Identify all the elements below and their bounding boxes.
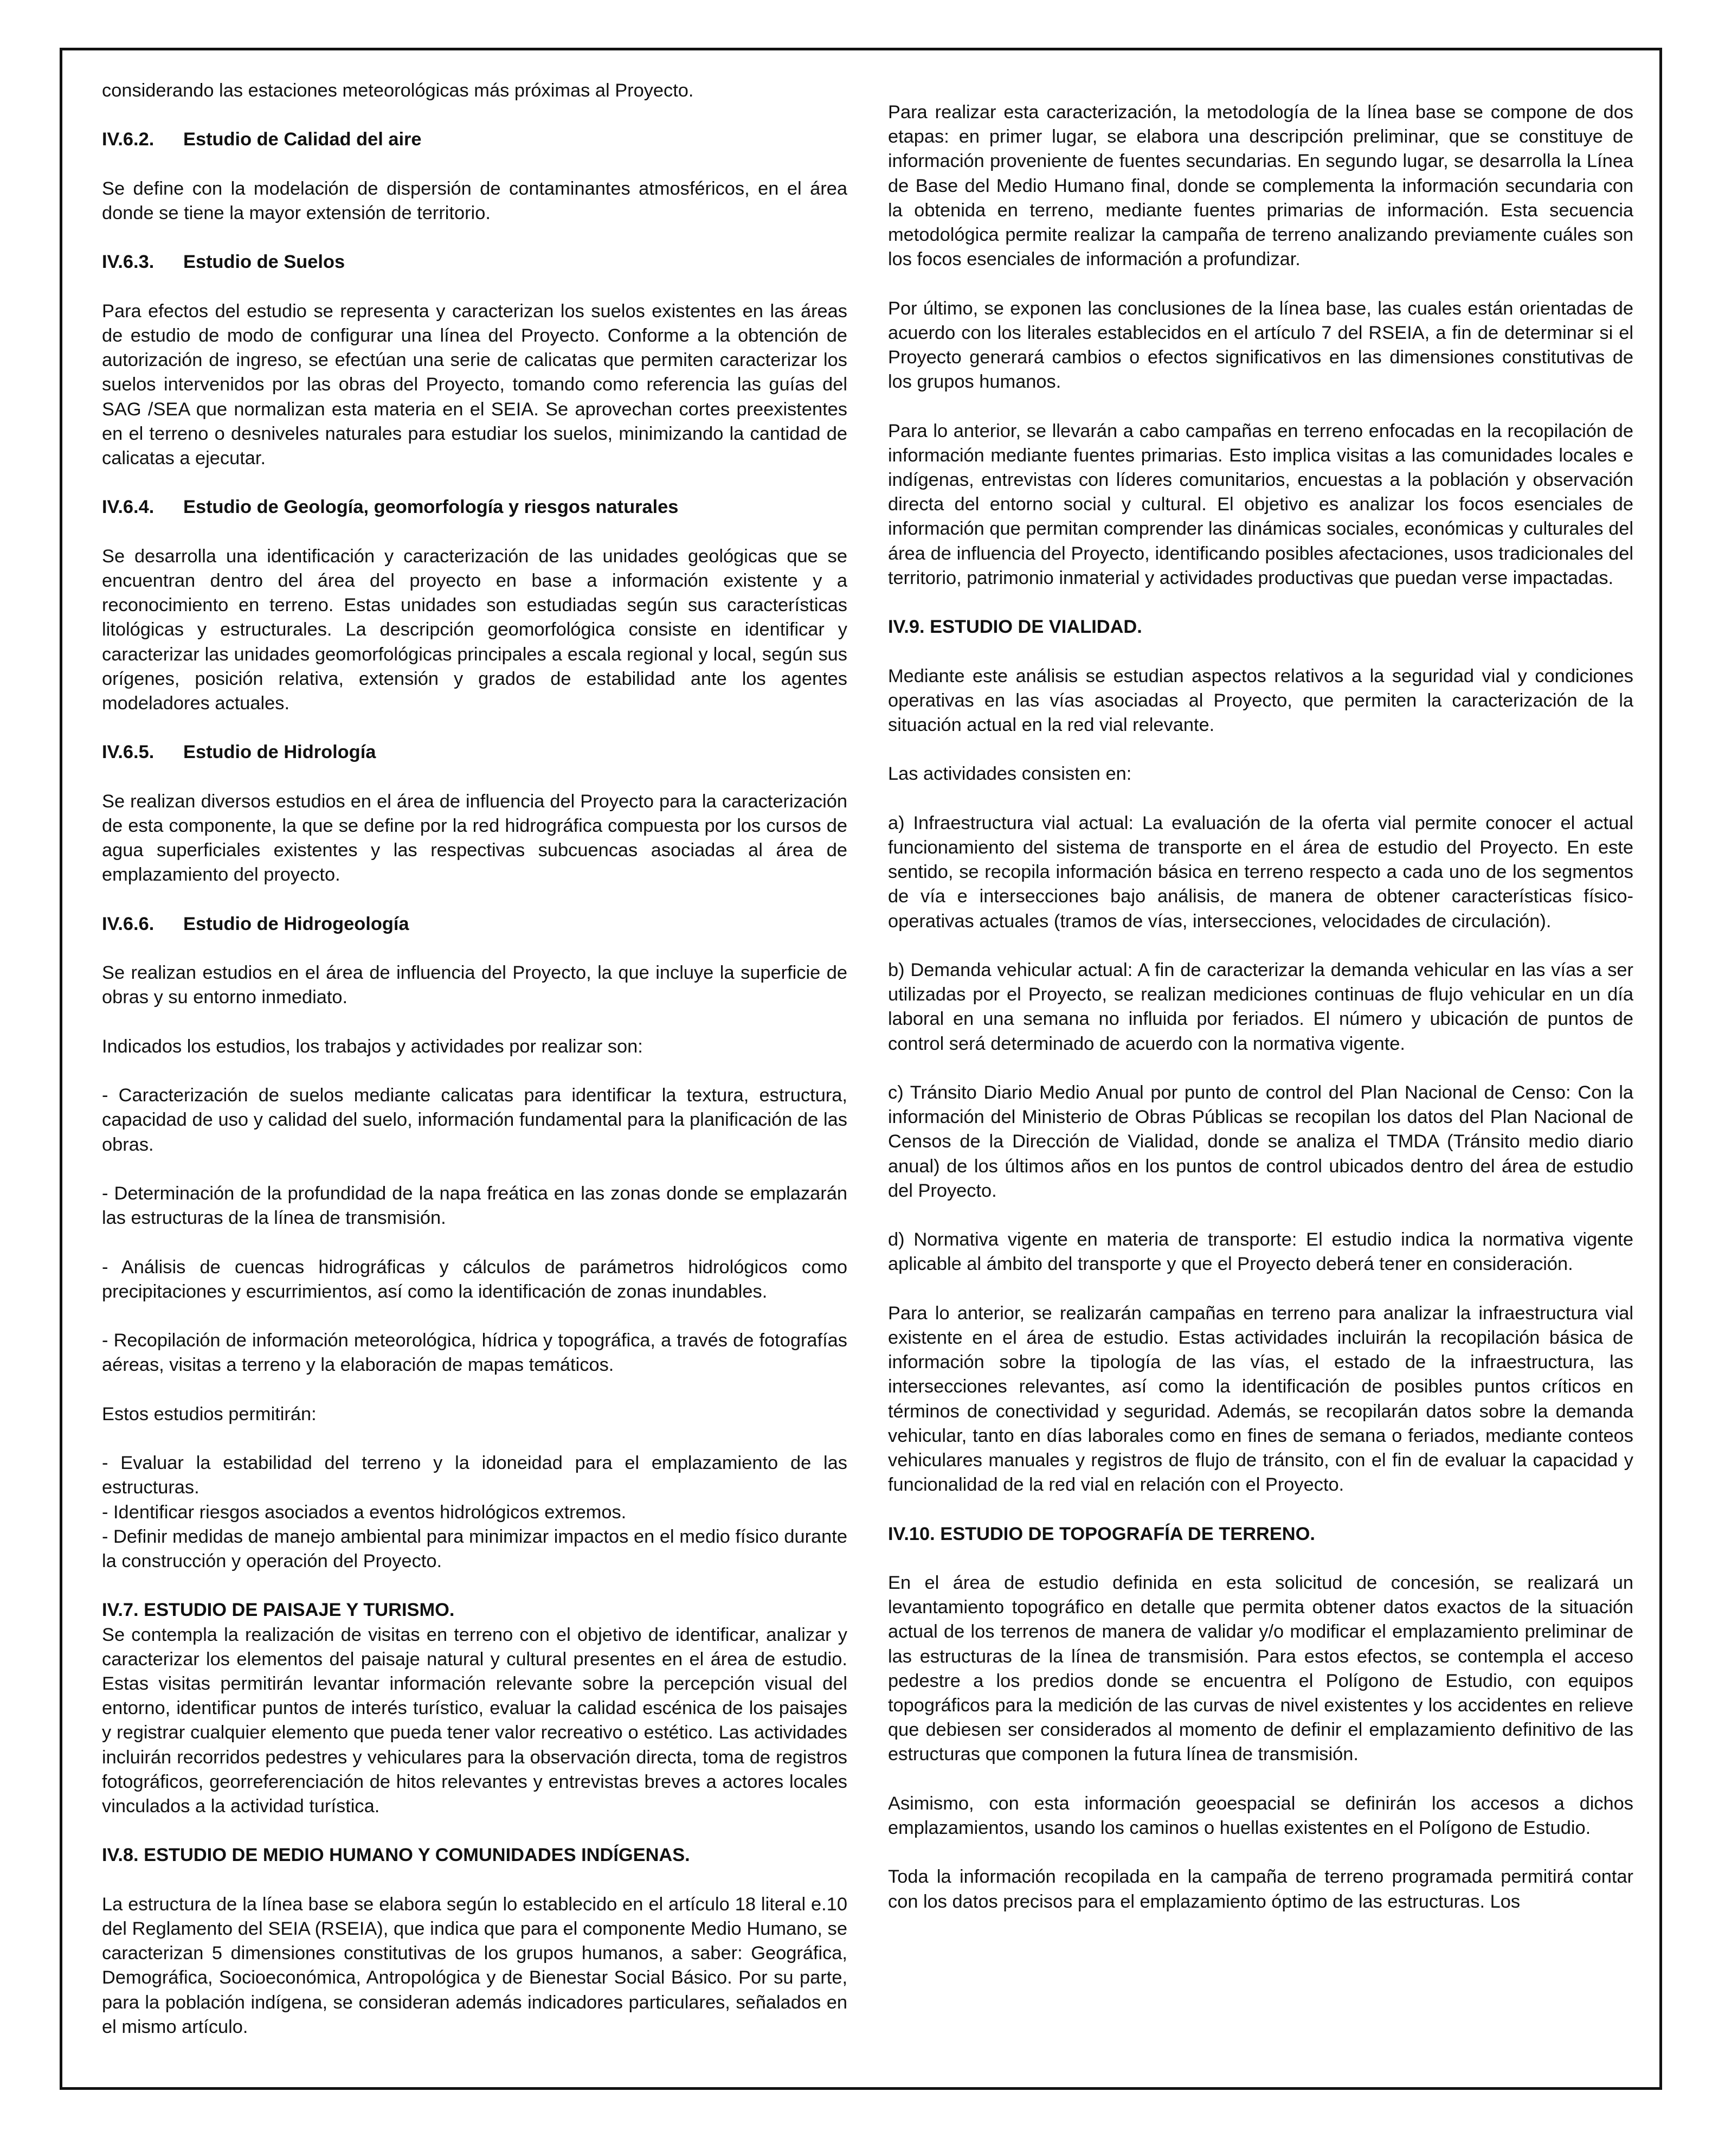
section-number: IV.6.2.: [102, 129, 155, 150]
section-heading-6-5: [102, 740, 847, 765]
paragraph: En el área de estudio definida en esta solicitud de concesión, se realizará un levantamiento topográfico en detalle que permita obtener datos exactos de la situación actual de los terrenos de manera de validar y/o modificar el emplazamiento preliminar de las estructuras de la línea de transmisión. Para estos efectos, se contempla el acceso pedestre a los predios donde se encuentra el Polígono de Estudio, con equipos topográficos para la medición de las curvas de nivel existentes y los accidentes en relieve que debiesen ser considerados al momento de definir el emplazamiento definitivo de las estructuras que componen la futura línea de transmisión.: [888, 1573, 1633, 1765]
paragraph: Toda la información recopilada en la campaña de terreno programada permitirá contar con los datos precisos para el emplazamiento óptimo de las estructuras. Los: [888, 1866, 1633, 1912]
paragraph: Asimismo, con esta información geoespacial se definirán los accesos a dichos emplazamientos, usando los caminos o huellas existentes en el Polígono de Estudio.: [888, 1793, 1633, 1839]
section-heading-6-3: [102, 250, 847, 274]
paragraph: Se realizan estudios en el área de influencia del Proyecto, la que incluye la superficie de obras y su entorno inmediato.: [102, 963, 847, 1008]
paragraph: Para lo anterior, se realizarán campañas en terreno para analizar la infraestructura vial existente en el área de estudio. Estas actividades incluirán la recopilación básica de información sobre la tipología de las vías, el estado de la infraestructura, las intersecciones relevantes, así como la identificación de posibles puntos críticos en términos de conectividad y seguridad. Además, se recopilarán datos sobre la demanda vehicular, tanto en días laborales como en fines de semana o feriados, mediante conteos vehiculares manuales y registros de flujo de tránsito, con el fin de evaluar la capacidad y funcionalidad de la red vial en relación con el Proyecto.: [888, 1302, 1633, 1496]
paragraph: Para lo anterior, se llevarán a cabo campañas en terreno enfocadas en la recopilación de información mediante fuentes primarias. Esto implica visitas a las comunidades locales e indígenas, entrevistas con líderes comunitarios, encuestas a la población y observación directa del entorno social y cultural. El objetivo es analizar los focos esenciales de información que permitan comprender las dinámicas sociales, económicas y culturales del área de influencia del Proyecto, identificando posibles afectaciones, usos tradicionales del territorio, patrimonio inmaterial y actividades productivas que puedan verse impactadas.: [888, 420, 1633, 588]
left-column: [102, 79, 847, 2064]
paragraph: Indicados los estudios, los trabajos y actividades por realizar son:: [102, 1036, 643, 1057]
list-item: d) Normativa vigente en materia de transporte: El estudio indica la normativa vigente aplicable al ámbito del transporte y que el Proyecto deberá tener en consideración.: [888, 1229, 1633, 1275]
list-item: - Recopilación de información meteorológica, hídrica y topográfica, a través de fotografías aéreas, visitas a terreno y la elaboración de mapas temáticos.: [102, 1330, 847, 1376]
section-number: IV.6.5.: [102, 742, 155, 763]
paragraph: Se desarrolla una identificación y caracterización de las unidades geológicas que se encuentran dentro del área del proyecto en base a información existente y a reconocimiento en terreno. Estas unidades son estudiadas según sus características litológicas y estructurales. La descripción geomorfológica consiste en identificar y caracterizar las unidades geomorfológicas principales a escala regional y local, según sus orígenes, posición relativa, extensión y grados de estabilidad ante los agentes modeladores actuales.: [102, 546, 847, 714]
section-title: Estudio de Suelos: [183, 252, 345, 273]
paragraph: Para realizar esta caracterización, la metodología de la línea base se compone de dos etapas: en primer lugar, se elabora una descripción preliminar, que se constituye de información proveniente de fuentes secundarias. En segundo lugar, se desarrolla la Línea de Base del Medio Humano final, donde se complementa la información secundaria con la obtenida en terreno, mediante fuentes primarias de información. Esta secuencia metodológica permite realizar la campaña de terreno analizando previamente cuáles son los focos esenciales de información a profundizar.: [888, 102, 1633, 270]
section-heading-8: IV.8. ESTUDIO DE MEDIO HUMANO Y COMUNIDADES INDÍGENAS.: [102, 1845, 690, 1866]
section-title: Estudio de Geología, geomorfología y riesgos naturales: [183, 497, 679, 518]
section-number: IV.6.4.: [102, 497, 155, 518]
paragraph: Mediante este análisis se estudian aspectos relativos a la seguridad vial y condiciones operativas en las vías asociadas al Proyecto, que permiten la caracterización de la situación actual en la red vial relevante.: [888, 665, 1633, 736]
section-number: IV.6.3.: [102, 252, 155, 273]
list-item: c) Tránsito Diario Medio Anual por punto de control del Plan Nacional de Censo: Con la información del Ministerio de Obras Públicas se recopilan los datos del Plan Nacional de Censos de la Dirección de Vialidad, donde se analiza el TMDA (Tránsito medio diario anual) de los últimos años en los puntos de control ubicados dentro del área de estudio del Proyecto.: [888, 1082, 1633, 1201]
paragraph: Para efectos del estudio se representa y caracterizan los suelos existentes en las áreas de estudio de modo de configurar una línea del Proyecto. Conforme a la obtención de autorización de ingreso, se efectúan una serie de calicatas que permiten caracterizar los suelos intervenidos por las obras del Proyecto, tomando como referencia las guías del SAG /SEA que normalizan esta materia en el SEIA. Se aprovechan cortes preexistentes en el terreno o desniveles naturales para estudiar los suelos, minimizando la cantidad de calicatas a ejecutar.: [102, 300, 847, 469]
section-heading-6-6: [102, 912, 847, 936]
section-number: IV.6.6.: [102, 913, 155, 934]
section-heading-7: IV.7. ESTUDIO DE PAISAJE Y TURISMO.: [102, 1600, 455, 1621]
section-title: Estudio de Hidrología: [183, 742, 376, 763]
paragraph: Por último, se exponen las conclusiones de la línea base, las cuales están orientadas de acuerdo con los literales establecidos en el artículo 7 del RSEIA, a fin de determinar si el Proyecto generará cambios o efectos significativos en las dimensiones constitutivas de los grupos humanos.: [888, 298, 1633, 393]
paragraph: La estructura de la línea base se elabora según lo establecido en el artículo 18 literal e.10 del Reglamento del SEIA (RSEIA), que indica que para el componente Medio Humano, se caracterizan 5 dimensiones constitutivas de los grupos humanos, a saber: Geográfica, Demográfica, Socioeconómica, Antropológica y de Bienestar Social Básico. Por su parte, para la población indígena, se consideran además indicadores particulares, señalados en el mismo artículo.: [102, 1894, 847, 2037]
paragraph: Se contempla la realización de visitas en terreno con el objetivo de identificar, analizar y caracterizar los elementos del paisaje natural y cultural presentes en el área de estudio. Estas visitas permitirán levantar información relevante sobre la percepción visual del entorno, identificar puntos de interés turístico, evaluar la calidad escénica de los paisajes y registrar cualquier elemento que pueda tener valor recreativo o estético. Las actividades incluirán recorridos pedestres y vehiculares para la observación directa, toma de registros fotográficos, georreferenciación de hitos relevantes y entrevistas breves a actores locales vinculados a la actividad turística.: [102, 1624, 847, 1817]
list-item: - Caracterización de suelos mediante calicatas para identificar la textura, estructura, capacidad de uso y calidad del suelo, información fundamental para la planificación de las obras.: [102, 1085, 847, 1155]
section-heading-9: IV.9. ESTUDIO DE VIALIDAD.: [888, 617, 1142, 638]
paragraph: considerando las estaciones meteorológicas más próximas al Proyecto.: [102, 80, 694, 101]
right-column: [888, 100, 1633, 1939]
list-item: - Definir medidas de manejo ambiental para minimizar impactos en el medio físico durante la construcción y operación del Proyecto.: [102, 1526, 847, 1571]
list-item: - Determinación de la profundidad de la napa freática en las zonas donde se emplazarán las estructuras de la línea de transmisión.: [102, 1183, 847, 1229]
section-heading-6-2: [102, 127, 847, 152]
section-heading-10: IV.10. ESTUDIO DE TOPOGRAFÍA DE TERRENO.: [888, 1523, 1315, 1544]
section-heading-6-4: [102, 495, 847, 519]
paragraph: Se realizan diversos estudios en el área de influencia del Proyecto para la caracterización de esta componente, la que se define por la red hidrográfica compuesta por los cursos de agua superficiales existentes y las respectivas subcuencas asociadas al área de emplazamiento del proyecto.: [102, 791, 847, 886]
page-frame: [60, 48, 1662, 2090]
paragraph: Se define con la modelación de dispersión de contaminantes atmosféricos, en el área donde se tiene la mayor extensión de territorio.: [102, 178, 847, 223]
list-item: - Identificar riesgos asociados a eventos hidrológicos extremos.: [102, 1502, 627, 1523]
list-item: a) Infraestructura vial actual: La evaluación de la oferta vial permite conocer el actual funcionamiento del sistema de transporte en el área de estudio del Proyecto. En este sentido, se recopila información básica en terreno respecto a cada uno de los segmentos de vía e intersecciones bajo análisis, de manera de obtener características físico-operativas actuales (tramos de vías, intersecciones, velocidades de circulación).: [888, 812, 1633, 932]
list-item: - Evaluar la estabilidad del terreno y la idoneidad para el emplazamiento de las estructuras.: [102, 1453, 847, 1498]
list-item: - Análisis de cuencas hidrográficas y cálculos de parámetros hidrológicos como precipitaciones y escurrimientos, así como la identificación de zonas inundables.: [102, 1256, 847, 1302]
section-title: Estudio de Calidad del aire: [183, 129, 422, 150]
section-title: Estudio de Hidrogeología: [183, 913, 409, 934]
paragraph: Las actividades consisten en:: [888, 763, 1132, 785]
paragraph: Estos estudios permitirán:: [102, 1403, 317, 1425]
list-item: b) Demanda vehicular actual: A fin de caracterizar la demanda vehicular en las vías a ser utilizadas por el Proyecto, se realizan mediciones continuas de flujo vehicular en un día laboral en una semana no influida por feriados. El número y ubicación de puntos de control será determinado de acuerdo con la normativa vigente.: [888, 960, 1633, 1054]
